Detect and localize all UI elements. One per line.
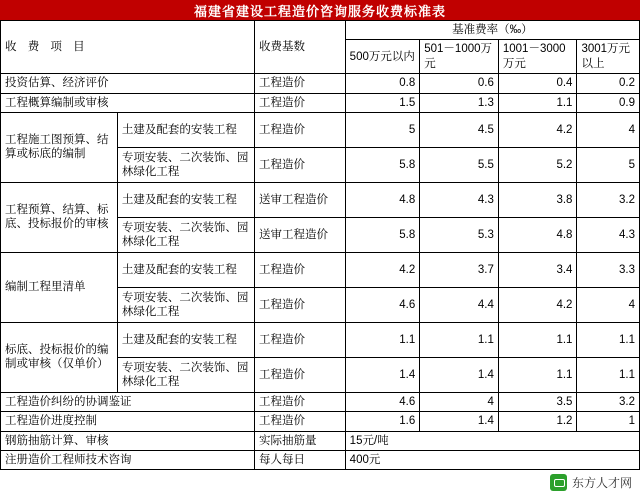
table-row [1,252,640,287]
row-value-3: 1.1 [498,322,577,357]
watermark [550,474,640,491]
row-group-name: 编制工程里清单 [1,252,118,322]
row-value-1: 1.4 [345,357,420,392]
table-title: 福建省建设工程造价咨询服务收费标准表 [0,0,640,20]
row-value-4: 4 [577,287,640,322]
row-basis: 工程造价 [254,112,345,147]
row-unit-value: 15元/吨 [345,431,639,450]
row-basis: 工程造价 [254,412,345,431]
row-value-2: 4.4 [420,287,499,322]
row-name: 工程概算编制或审核 [1,93,255,112]
watermark-label: 东方人才网 [571,475,632,490]
table-row [1,112,640,147]
row-value-3: 4.2 [498,287,577,322]
row-basis: 工程造价 [254,287,345,322]
row-value-1: 4.6 [345,287,420,322]
row-value-4: 5 [577,147,640,182]
row-basis: 送审工程造价 [254,217,345,252]
table-row [1,431,640,450]
row-value-4: 1.1 [577,357,640,392]
row-value-1: 4.2 [345,252,420,287]
row-unit-value: 400元 [345,451,639,470]
row-value-4: 3.2 [577,182,640,217]
row-basis: 工程造价 [254,392,345,411]
wechat-logo-icon [550,474,567,491]
row-value-1: 1.1 [345,322,420,357]
row-group-name: 工程施工图预算、结算或标底的编制 [1,112,118,182]
row-value-2: 1.3 [420,93,499,112]
row-value-3: 3.5 [498,392,577,411]
row-value-1: 4.6 [345,392,420,411]
header-range-4: 3001万元以上 [577,40,640,74]
header-range-2: 501－1000万元 [420,40,499,74]
row-value-2: 1.4 [420,357,499,392]
row-value-2: 4.3 [420,182,499,217]
table-row [1,451,640,470]
table-row [1,74,640,93]
row-value-3: 0.4 [498,74,577,93]
row-basis: 实际抽筋量 [254,431,345,450]
row-value-1: 1.5 [345,93,420,112]
row-sub: 专项安装、二次装饰、园林绿化工程 [117,217,254,252]
row-value-1: 0.8 [345,74,420,93]
row-value-3: 1.1 [498,93,577,112]
row-basis: 工程造价 [254,357,345,392]
row-value-3: 3.4 [498,252,577,287]
row-value-2: 5.5 [420,147,499,182]
row-value-3: 4.2 [498,112,577,147]
row-name: 注册造价工程师技术咨询 [1,451,255,470]
table-row [1,322,640,357]
row-value-3: 1.2 [498,412,577,431]
row-value-1: 5 [345,112,420,147]
row-value-1: 1.6 [345,412,420,431]
row-value-3: 5.2 [498,147,577,182]
row-value-4: 3.3 [577,252,640,287]
row-value-1: 5.8 [345,217,420,252]
row-basis: 工程造价 [254,74,345,93]
row-basis: 送审工程造价 [254,182,345,217]
row-sub: 专项安装、二次装饰、园林绿化工程 [117,147,254,182]
row-value-3: 4.8 [498,217,577,252]
row-group-name: 工程预算、结算、标底、投标报价的审核 [1,182,118,252]
row-name: 钢筋抽筋计算、审核 [1,431,255,450]
row-sub: 土建及配套的安装工程 [117,182,254,217]
row-sub: 专项安装、二次装饰、园林绿化工程 [117,287,254,322]
row-value-2: 1.1 [420,322,499,357]
row-sub: 土建及配套的安装工程 [117,252,254,287]
row-value-2: 4.5 [420,112,499,147]
header-range-1: 500万元以内 [345,40,420,74]
header-item-col: 收 费 项 目 [1,21,255,74]
row-basis: 每人每日 [254,451,345,470]
header-rate-col: 基准费率（‰） [345,21,639,40]
row-value-3: 3.8 [498,182,577,217]
row-value-4: 1 [577,412,640,431]
row-value-3: 1.1 [498,357,577,392]
table-row [1,392,640,411]
row-value-4: 4.3 [577,217,640,252]
row-value-2: 1.4 [420,412,499,431]
row-sub: 专项安装、二次装饰、园林绿化工程 [117,357,254,392]
row-basis: 工程造价 [254,147,345,182]
row-basis: 工程造价 [254,322,345,357]
row-value-4: 0.9 [577,93,640,112]
row-value-2: 0.6 [420,74,499,93]
header-basis-col: 收费基数 [254,21,345,74]
table-row [1,412,640,431]
row-value-4: 4 [577,112,640,147]
row-value-4: 1.1 [577,322,640,357]
row-value-2: 3.7 [420,252,499,287]
row-basis: 工程造价 [254,252,345,287]
watermark-footer [0,469,640,495]
row-name: 工程造价进度控制 [1,412,255,431]
row-value-2: 5.3 [420,217,499,252]
table-header-row [1,21,640,40]
row-name: 工程造价纠纷的协调鉴证 [1,392,255,411]
table-row [1,93,640,112]
table-row [1,182,640,217]
row-value-1: 5.8 [345,147,420,182]
header-range-3: 1001－3000万元 [498,40,577,74]
row-value-1: 4.8 [345,182,420,217]
row-sub: 土建及配套的安装工程 [117,112,254,147]
fee-standard-table [0,20,640,470]
row-basis: 工程造价 [254,93,345,112]
row-sub: 土建及配套的安装工程 [117,322,254,357]
row-value-2: 4 [420,392,499,411]
row-value-4: 3.2 [577,392,640,411]
row-group-name: 标底、投标报价的编制或审核（仅单价） [1,322,118,392]
row-name: 投资估算、经济评价 [1,74,255,93]
row-value-4: 0.2 [577,74,640,93]
